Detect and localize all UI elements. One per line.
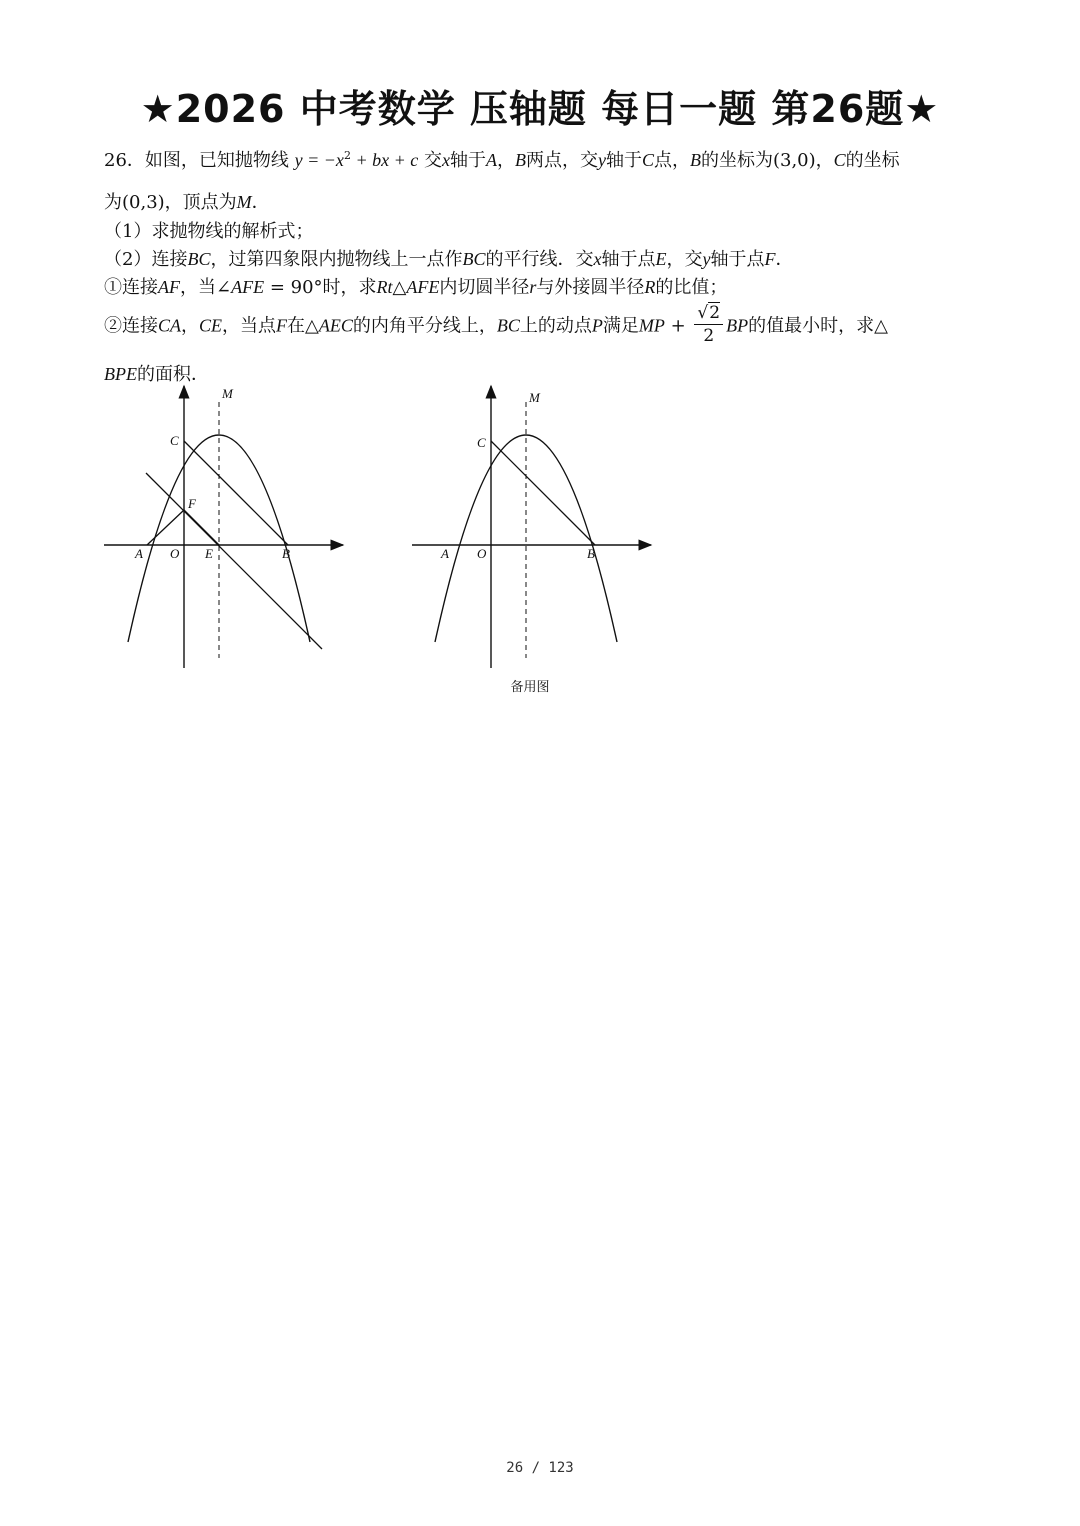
page-number: 26 / 123 <box>506 1460 574 1476</box>
figure-caption: 备用图 <box>510 680 550 695</box>
figure-1 <box>100 380 350 672</box>
fraction-sqrt2-over-2: $\frac{√2}{2}$ <box>694 302 723 347</box>
segment-bc <box>184 441 288 545</box>
label-a: A <box>135 546 143 561</box>
segment-fe <box>184 510 219 545</box>
problem-line-1: 26．如图，已知抛物线 $y = -x^2$ + bx + c 交x轴于A，B两点，交y轴于C点，B的坐标为(3,0)，C的坐标 <box>104 149 900 171</box>
label-b: B <box>587 546 595 561</box>
segment-bc <box>491 441 595 545</box>
page-title: ★2026 中考数学 压轴题 每日一题 第26题★ <box>140 87 940 131</box>
label-m: M <box>222 386 233 401</box>
label-o: O <box>170 546 180 561</box>
label-f: F <box>188 496 196 511</box>
line-ef <box>146 473 322 649</box>
label-m: M <box>529 390 540 405</box>
label-c: C <box>170 433 179 448</box>
question-1: （1）求抛物线的解析式； <box>104 221 314 242</box>
sub-question-2-cont: BPE的面积． <box>104 364 209 385</box>
label-e: E <box>205 546 213 561</box>
label-b: B <box>282 546 290 561</box>
label-c: C <box>477 435 486 450</box>
question-2: （2）连接BC，过第四象限内抛物线上一点作BC的平行线．交x轴于点E，交y轴于点F． <box>104 249 794 270</box>
sub-question-2: ②连接CA，CE，当点F在△AEC的内角平分线上，BC上的动点P满足MP + $\frac{√2}{2}$ BP的值最小时，求△ <box>104 303 888 346</box>
problem-line-2: 为(0,3)，顶点为M． <box>104 192 270 213</box>
figure-2 <box>408 380 658 672</box>
sub-question-1: ①连接AF，当∠AFE = 90°时，求Rt△AFE内切圆半径r与外接圆半径R的比值； <box>104 277 728 298</box>
label-o: O <box>477 546 487 561</box>
segment-af <box>147 510 184 545</box>
label-a: A <box>441 546 449 561</box>
